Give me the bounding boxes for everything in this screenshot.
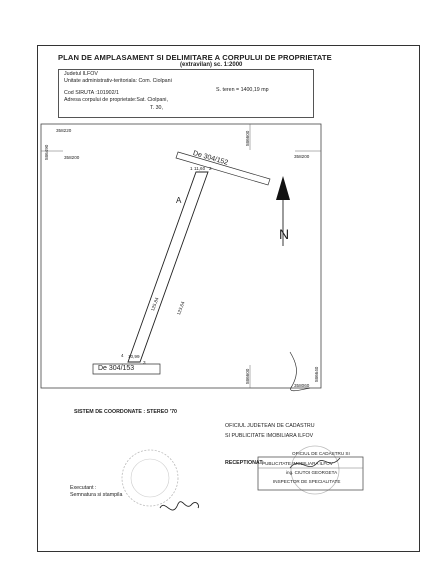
vertex-3: 3 xyxy=(143,360,146,365)
stamp-line-3: ing. CIUTOI GEORGETA xyxy=(286,470,338,475)
vertex-4: 4 xyxy=(121,353,124,358)
road-bottom-label: De 304/153 xyxy=(98,365,135,372)
stamp-line-1: OFICIUL DE CADASTRU SI xyxy=(292,451,350,456)
coord-y-left: 358200 xyxy=(64,155,80,160)
uat-text: Unitate administrativ-teritoriala: Com. Ciolpani xyxy=(64,78,172,84)
page-subtitle: (extravilan) sc. 1:2000 xyxy=(180,62,243,68)
executant-label: Executant : xyxy=(70,485,97,491)
office-line-2: SI PUBLICITATE IMOBILIARA ILFOV xyxy=(225,433,314,439)
page-title: PLAN DE AMPLASAMENT SI DELIMITARE A CORPULUI DE PROPRIETATE xyxy=(58,53,332,62)
dim-bottom: 10,99 xyxy=(128,354,140,359)
adresa-text: Adresa corpului de proprietate:Sat. Ciolpani, xyxy=(64,97,168,103)
stamp-inner-circle-icon xyxy=(131,459,169,497)
vertex-1: 1 xyxy=(190,166,193,171)
office-line-1: OFICIUL JUDETEAN DE CADASTRU xyxy=(225,423,315,429)
coord-y-top-left: 358220 xyxy=(56,128,72,133)
road-top-label: De 304/152 xyxy=(192,150,229,167)
coord-y-bottom-right: 358060 xyxy=(294,383,310,388)
dim-right: 123,64 xyxy=(176,300,186,316)
north-label: N xyxy=(279,226,290,242)
executant-signature-icon xyxy=(160,502,199,510)
stamp-circle-icon xyxy=(122,450,178,506)
stamp-line-4: INSPECTOR DE SPECIALITATE xyxy=(273,479,341,484)
coordinate-system-text: SISTEM DE COORDONATE : STEREO '70 xyxy=(74,409,177,415)
stamp-line-2: PUBLICITATE IMOBILIARA ILFOV xyxy=(262,461,333,466)
coord-x-bottom-center: 586600 xyxy=(245,368,250,384)
coord-x-top-center: 586600 xyxy=(245,130,250,146)
tarla-text: T. 30, xyxy=(150,105,163,111)
coord-y-right: 358200 xyxy=(294,154,310,159)
semnatura-label: Semnatura si stampila xyxy=(70,492,123,498)
parcel-polygon xyxy=(128,172,208,362)
receptionat-label: RECEPTIONAT: xyxy=(225,460,264,466)
coord-x-left-top: 586490 xyxy=(44,144,49,160)
dim-left: 125,84 xyxy=(150,296,160,312)
vertex-2: 2 xyxy=(209,166,212,171)
siruta-text: Cod SIRUTA :101902/1 xyxy=(64,90,119,96)
judet-text: Judetul ILFOV xyxy=(64,71,98,77)
suprafata-text: S. teren = 1400,19 mp xyxy=(216,87,269,93)
parcel-label: A xyxy=(176,196,182,205)
dim-top: 11,60 xyxy=(194,166,206,171)
north-arrow-icon xyxy=(276,176,290,200)
coord-x-bottom-right: 586640 xyxy=(314,366,319,382)
plan-grid-box xyxy=(41,124,321,388)
